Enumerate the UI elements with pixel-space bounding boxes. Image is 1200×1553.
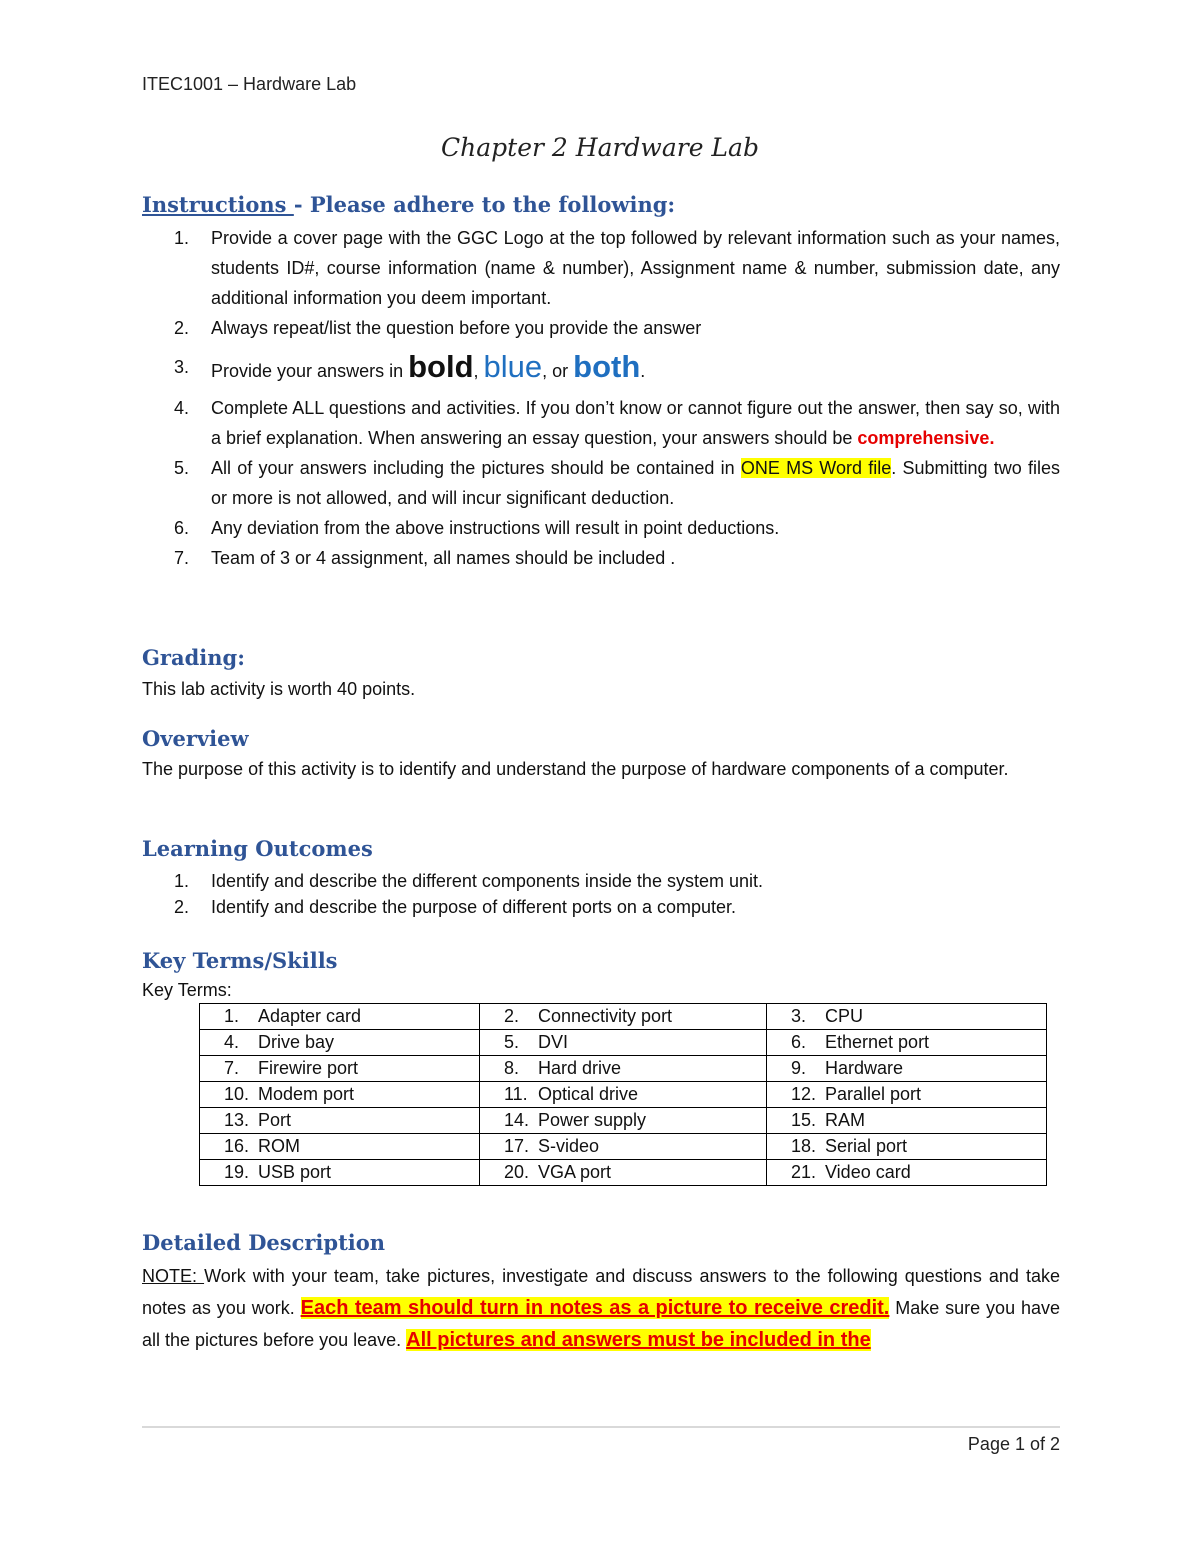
- table-cell: [200, 1108, 480, 1134]
- term-number: 4.: [224, 1032, 240, 1052]
- term-number: 8.: [504, 1058, 520, 1078]
- instruction-item-5: [142, 453, 1060, 513]
- instruction-text: Team of 3 or 4 assignment, all names should be included .: [211, 548, 676, 568]
- term-number: 6.: [791, 1032, 807, 1052]
- description-text: Work with your team, take pictures, investigate and discuss answers to the following questions and take notes as you work.: [142, 1266, 1060, 1318]
- instructions-list: [142, 223, 1060, 573]
- term-number: 12.: [791, 1084, 817, 1104]
- term-label: Port: [258, 1110, 292, 1130]
- table-cell: [767, 1082, 1047, 1108]
- instruction-item-4: [142, 393, 1060, 453]
- detailed-description-heading: Detailed Description: [142, 1230, 386, 1255]
- instruction-text: . Submitting two files or more is not allowed, and will incur significant deduction.: [211, 458, 1060, 508]
- blue-example: blue: [483, 349, 543, 384]
- term-label: Drive bay: [258, 1032, 335, 1052]
- table-cell: [480, 1082, 767, 1108]
- key-terms-heading: Key Terms/Skills: [142, 948, 338, 973]
- term-label: RAM: [825, 1110, 865, 1130]
- page-number: Page 1 of 2: [967, 1434, 1060, 1454]
- term-label: Optical drive: [538, 1084, 639, 1104]
- term-label: Hardware: [825, 1058, 904, 1078]
- list-number: 3.: [174, 357, 190, 377]
- instruction-text: Provide a cover page with the GGC Logo at the top followed by relevant information such as your names, students ID#, course information (name & number), Assignment name & number, submission date, any additional information you deem important.: [211, 228, 1060, 308]
- term-number: 2.: [504, 1006, 520, 1026]
- outcome-item-1: [142, 868, 1060, 894]
- term-label: CPU: [825, 1006, 864, 1026]
- outcome-text: Identify and describe the purpose of different ports on a computer.: [211, 897, 736, 917]
- instruction-text: Any deviation from the above instructions will result in point deductions.: [211, 518, 780, 538]
- detailed-description-text: [142, 1260, 1060, 1356]
- learning-outcomes-list: [142, 868, 1060, 920]
- outcome-item-2: [142, 894, 1060, 920]
- table-cell: [200, 1134, 480, 1160]
- description-text: Make sure you have all the pictures before you leave.: [142, 1298, 1060, 1350]
- term-label: ROM: [258, 1136, 300, 1156]
- table-cell: [767, 1160, 1047, 1186]
- term-label: Video card: [825, 1162, 911, 1182]
- term-label: Hard drive: [538, 1058, 622, 1078]
- highlighted-text: ONE MS Word file: [740, 458, 892, 478]
- instruction-text: Provide your answers in: [211, 361, 409, 381]
- table-cell: [480, 1056, 767, 1082]
- term-number: 15.: [791, 1110, 817, 1130]
- term-label: Firewire port: [258, 1058, 359, 1078]
- instructions-heading-underlined: Instructions: [142, 192, 294, 217]
- term-number: 11.: [504, 1084, 528, 1104]
- list-number: 6.: [174, 518, 190, 538]
- footer-divider: [142, 1426, 1060, 1428]
- emphasis-text: comprehensive.: [857, 428, 995, 448]
- term-number: 7.: [224, 1058, 240, 1078]
- term-number: 19.: [224, 1162, 250, 1182]
- term-number: 21.: [791, 1162, 817, 1182]
- term-number: 3.: [791, 1006, 807, 1026]
- term-label: Power supply: [538, 1110, 647, 1130]
- table-cell: [480, 1134, 767, 1160]
- list-number: 7.: [174, 548, 190, 568]
- grading-heading: Grading:: [142, 645, 245, 670]
- term-number: 16.: [224, 1136, 250, 1156]
- separator-text: ,: [473, 361, 484, 381]
- outcome-text: Identify and describe the different components inside the system unit.: [211, 871, 763, 891]
- overview-text: The purpose of this activity is to identify and understand the purpose of hardware components of a computer.: [142, 759, 1009, 779]
- instruction-item-2: [142, 313, 1060, 343]
- table-cell: [200, 1160, 480, 1186]
- table-cell: [200, 1082, 480, 1108]
- term-number: 1.: [224, 1006, 240, 1026]
- table-cell: [767, 1056, 1047, 1082]
- term-number: 10.: [224, 1084, 250, 1104]
- table-cell: [480, 1160, 767, 1186]
- instruction-text: Always repeat/list the question before you provide the answer: [211, 318, 702, 338]
- emphasis-text: All pictures and answers must be included in the: [406, 1329, 871, 1351]
- table-row: [200, 1056, 1047, 1082]
- term-label: VGA port: [538, 1162, 612, 1182]
- instruction-item-7: [142, 543, 1060, 573]
- term-label: Connectivity port: [538, 1006, 673, 1026]
- page-header: ITEC1001 – Hardware Lab: [142, 74, 357, 94]
- table-cell: [767, 1004, 1047, 1030]
- table-row: [200, 1030, 1047, 1056]
- term-number: 17.: [504, 1136, 530, 1156]
- table-row: [200, 1134, 1047, 1160]
- instruction-text: All of your answers including the pictures should be contained in: [211, 458, 741, 478]
- instruction-text: Complete ALL questions and activities. If you don’t know or cannot figure out the answer, then say so, with a brief explanation. When answering an essay question, your answers should be: [211, 398, 1060, 448]
- list-number: 4.: [174, 398, 190, 418]
- list-number: 1.: [174, 228, 190, 248]
- key-terms-table: [199, 1003, 1047, 1186]
- both-example: both: [573, 349, 641, 384]
- term-label: Serial port: [825, 1136, 908, 1156]
- table-row: [200, 1004, 1047, 1030]
- term-label: Adapter card: [258, 1006, 362, 1026]
- table-cell: [200, 1004, 480, 1030]
- table-cell: [767, 1134, 1047, 1160]
- instruction-item-3: [142, 345, 1060, 393]
- term-label: DVI: [538, 1032, 569, 1052]
- term-number: 13.: [224, 1110, 250, 1130]
- instruction-item-1: [142, 223, 1060, 313]
- term-number: 20.: [504, 1162, 530, 1182]
- overview-heading: Overview: [142, 726, 249, 751]
- list-number: 2.: [174, 318, 190, 338]
- term-label: S-video: [538, 1136, 600, 1156]
- bold-example: bold: [408, 349, 474, 384]
- list-number: 1.: [174, 871, 190, 891]
- learning-outcomes-heading: Learning Outcomes: [142, 836, 373, 861]
- table-cell: [200, 1030, 480, 1056]
- table-cell: [200, 1056, 480, 1082]
- table-cell: [480, 1030, 767, 1056]
- term-number: 9.: [791, 1058, 807, 1078]
- list-number: 2.: [174, 897, 190, 917]
- table-row: [200, 1160, 1047, 1186]
- emphasis-text: Each team should turn in notes as a picture to receive credit.: [300, 1297, 890, 1319]
- table-cell: [480, 1108, 767, 1134]
- term-number: 14.: [504, 1110, 530, 1130]
- term-label: Ethernet port: [825, 1032, 930, 1052]
- table-cell: [767, 1030, 1047, 1056]
- term-label: USB port: [258, 1162, 332, 1182]
- table-row: [200, 1108, 1047, 1134]
- term-number: 18.: [791, 1136, 817, 1156]
- list-number: 5.: [174, 458, 190, 478]
- separator-text: .: [640, 361, 646, 381]
- instruction-item-6: [142, 513, 1060, 543]
- table-row: [200, 1082, 1047, 1108]
- instructions-heading-rest: - Please adhere to the following:: [293, 192, 676, 217]
- grading-text: This lab activity is worth 40 points.: [142, 679, 416, 699]
- table-cell: [480, 1004, 767, 1030]
- term-label: Parallel port: [825, 1084, 922, 1104]
- table-cell: [767, 1108, 1047, 1134]
- instructions-heading: [142, 192, 675, 217]
- term-number: 5.: [504, 1032, 520, 1052]
- note-label: NOTE:: [142, 1266, 205, 1286]
- term-label: Modem port: [258, 1084, 355, 1104]
- document-title: Chapter 2 Hardware Lab: [441, 133, 759, 162]
- separator-text: , or: [542, 361, 574, 381]
- key-terms-label: Key Terms:: [142, 980, 232, 1000]
